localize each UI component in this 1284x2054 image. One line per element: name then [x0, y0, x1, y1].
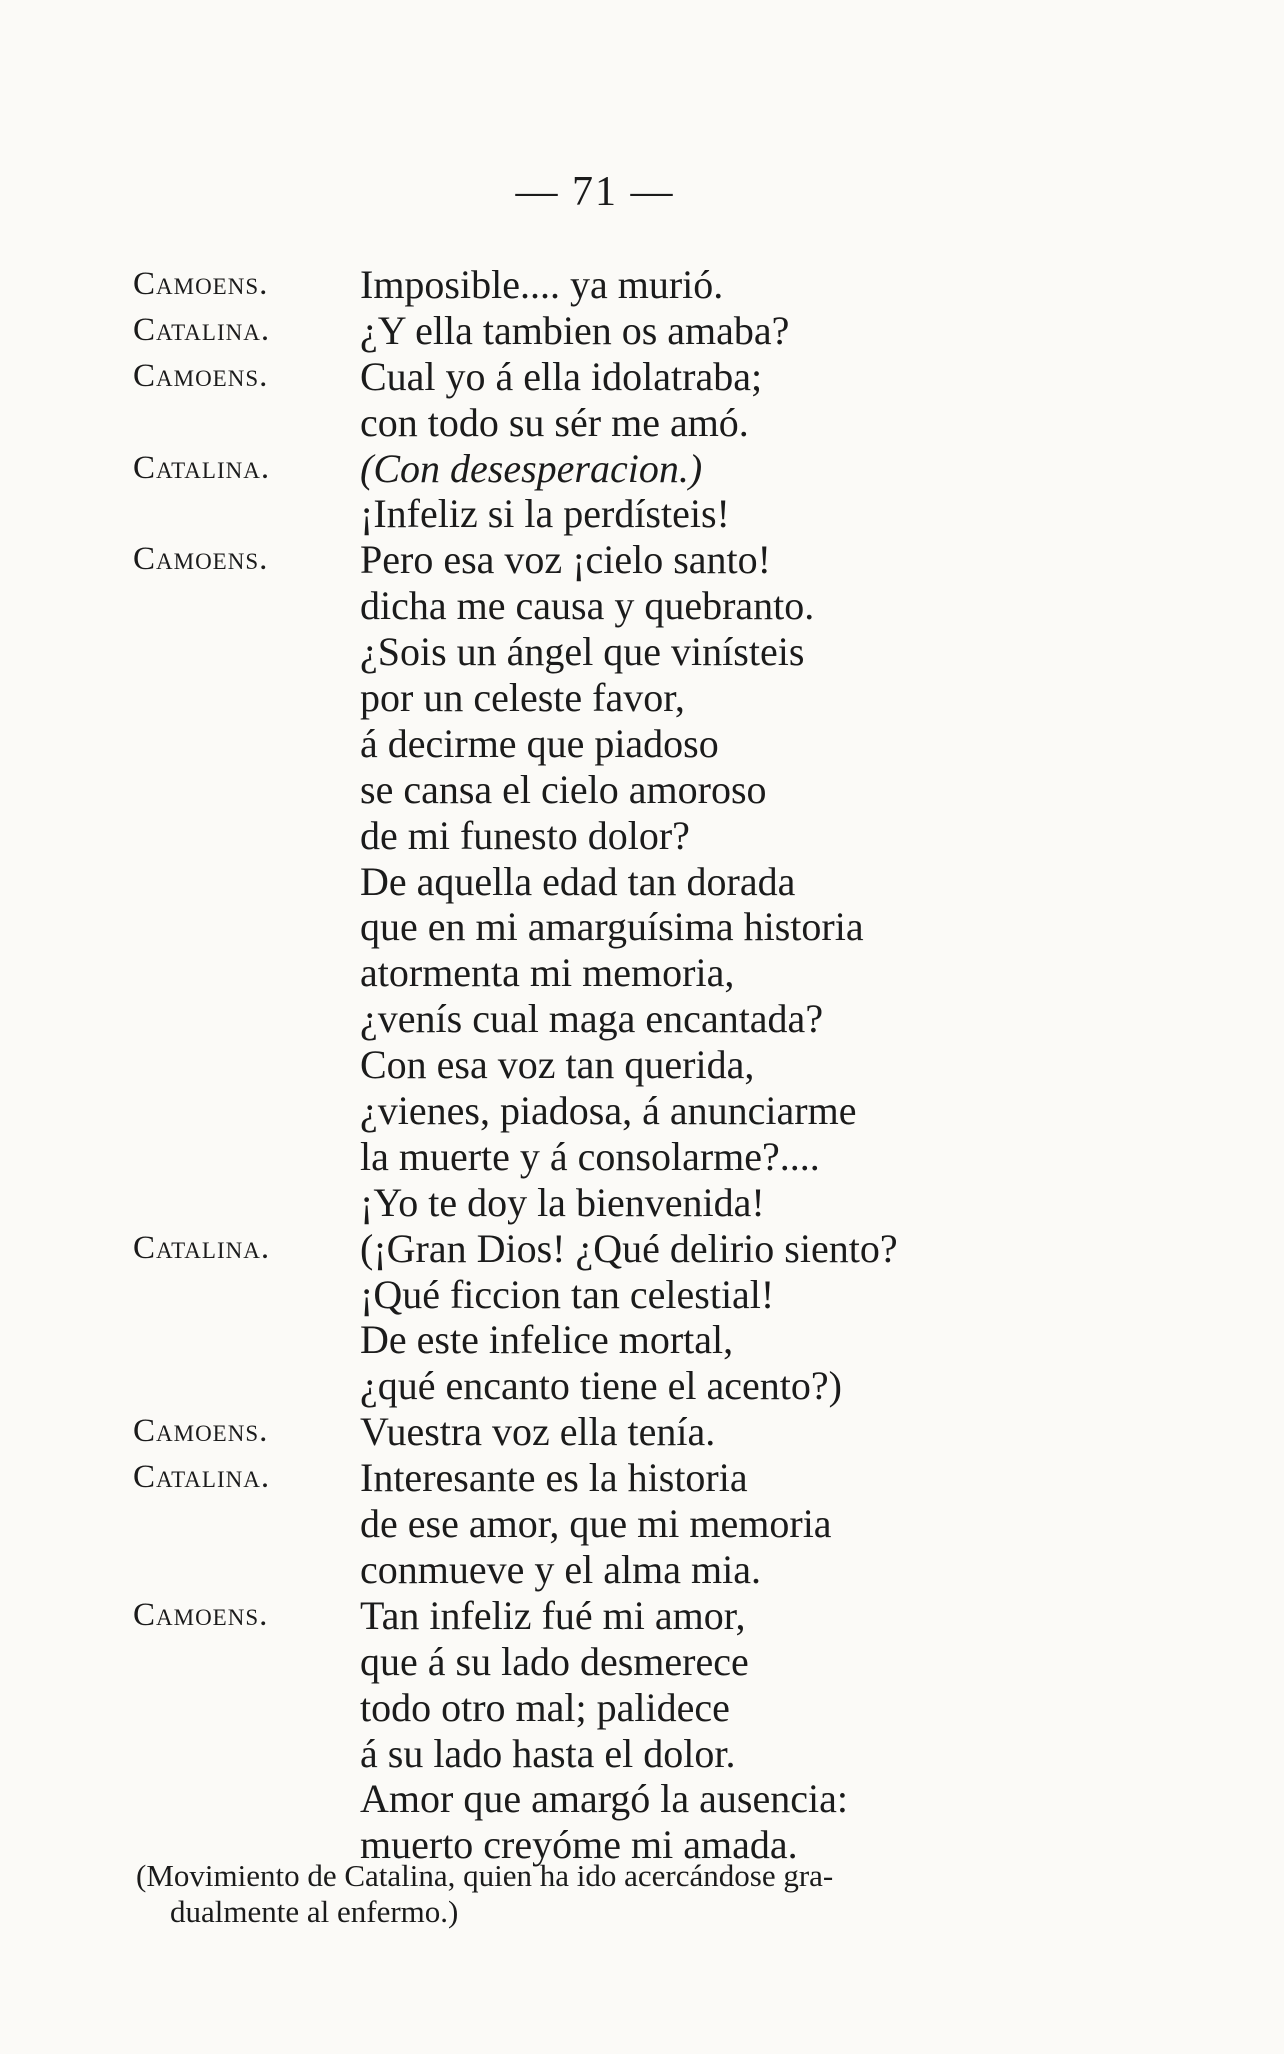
verse-text: Tan infeliz fué mi amor, — [360, 1592, 746, 1638]
verse-line — [0, 446, 1284, 492]
verse-text: muerto creyóme mi amada. — [360, 1822, 798, 1868]
verse-line — [0, 1776, 1284, 1822]
stage-direction-line: (Movimiento de Catalina, quien ha ido acercándose gra- — [136, 1858, 834, 1893]
verse-line — [0, 859, 1284, 905]
speaker-name: Catalina. — [133, 449, 271, 486]
verse-line — [0, 1731, 1284, 1777]
verse-line — [0, 1639, 1284, 1685]
verse-line — [0, 721, 1284, 767]
verse-text: Amor que amargó la ausencia: — [360, 1776, 848, 1822]
verse-text: Interesante es la historia — [360, 1455, 748, 1501]
speaker-name: Catalina. — [133, 1459, 271, 1496]
verse-line — [0, 1042, 1284, 1088]
verse-text: todo otro mal; palidece — [360, 1684, 730, 1730]
verse-line — [0, 262, 1284, 308]
verse-text: de mi funesto dolor? — [360, 812, 690, 858]
verse-text: Imposible.... ya murió. — [360, 262, 724, 307]
verse-text: ¿qué encanto tiene el acento?) — [360, 1363, 842, 1409]
verse-line — [0, 1409, 1284, 1455]
speaker-name: Catalina. — [133, 311, 271, 348]
verse-text: Pero esa voz ¡cielo santo! — [360, 537, 771, 583]
verse-line — [0, 1363, 1284, 1409]
page-number: — 71 — — [515, 169, 675, 215]
verse-text: De aquella edad tan dorada — [360, 858, 796, 904]
verse-line — [0, 1501, 1284, 1547]
verse-line — [0, 400, 1284, 446]
play-text — [0, 262, 1284, 1868]
verse-text: que en mi amarguísima historia — [360, 904, 864, 950]
verse-line — [0, 904, 1284, 950]
verse-line — [0, 1593, 1284, 1639]
verse-text: ¿vienes, piadosa, á anunciarme — [360, 1088, 857, 1134]
verse-text: ¡Yo te doy la bienvenida! — [360, 1179, 765, 1225]
verse-line — [0, 1317, 1284, 1363]
verse-text: ¿Sois un ángel que vinísteis — [360, 629, 805, 675]
verse-text: conmueve y el alma mia. — [360, 1546, 761, 1592]
verse-text: la muerte y á consolarme?.... — [360, 1133, 820, 1179]
verse-text: á su lado hasta el dolor. — [360, 1730, 736, 1776]
verse-line — [0, 1547, 1284, 1593]
speaker-name: Camoens. — [133, 1413, 269, 1450]
verse-text: ¿venís cual maga encantada? — [360, 996, 824, 1042]
speaker-name: Camoens. — [133, 357, 269, 394]
verse-line — [0, 629, 1284, 675]
verse-text: dicha me causa y quebranto. — [360, 583, 815, 629]
verse-line — [0, 1180, 1284, 1226]
verse-line — [0, 308, 1284, 354]
verse-line — [0, 537, 1284, 583]
verse-text: (¡Gran Dios! ¿Qué delirio siento? — [360, 1225, 898, 1271]
verse-line — [0, 1088, 1284, 1134]
verse-text: atormenta mi memoria, — [360, 950, 735, 996]
verse-text: con todo su sér me amó. — [360, 399, 749, 445]
speaker-name: Camoens. — [133, 1596, 269, 1633]
verse-line — [0, 675, 1284, 721]
verse-line — [0, 1685, 1284, 1731]
verse-text: Vuestra voz ella tenía. — [360, 1409, 716, 1455]
verse-text: á decirme que piadoso — [360, 720, 719, 766]
stage-direction — [136, 1858, 1096, 1930]
verse-text: De este infelice mortal, — [360, 1317, 734, 1363]
verse-text: ¿Y ella tambien os amaba? — [360, 307, 790, 353]
verse-text: ¡Qué ficcion tan celestial! — [360, 1271, 775, 1317]
verse-text: Con esa voz tan querida, — [360, 1042, 755, 1088]
verse-text: de ese amor, que mi memoria — [360, 1501, 832, 1547]
verse-line — [0, 491, 1284, 537]
verse-line — [0, 1455, 1284, 1501]
verse-line — [0, 583, 1284, 629]
verse-line — [0, 767, 1284, 813]
verse-line — [0, 1272, 1284, 1318]
speaker-name: Camoens. — [133, 266, 269, 302]
speaker-name: Camoens. — [133, 541, 269, 578]
verse-line — [0, 1134, 1284, 1180]
verse-line — [0, 996, 1284, 1042]
verse-text: Cual yo á ella idolatraba; — [360, 353, 763, 399]
stage-note: (Con desesperacion.) — [360, 445, 703, 491]
verse-text: se cansa el cielo amoroso — [360, 766, 767, 812]
verse-text: que á su lado desmerece — [360, 1638, 749, 1684]
verse-text: ¡Infeliz si la perdísteis! — [360, 491, 730, 537]
verse-line — [0, 354, 1284, 400]
verse-line — [0, 813, 1284, 859]
verse-line — [0, 1226, 1284, 1272]
verse-text: por un celeste favor, — [360, 675, 685, 721]
speaker-name: Catalina. — [133, 1229, 271, 1266]
verse-line — [0, 950, 1284, 996]
stage-direction-line: dualmente al enfermo.) — [170, 1894, 459, 1929]
